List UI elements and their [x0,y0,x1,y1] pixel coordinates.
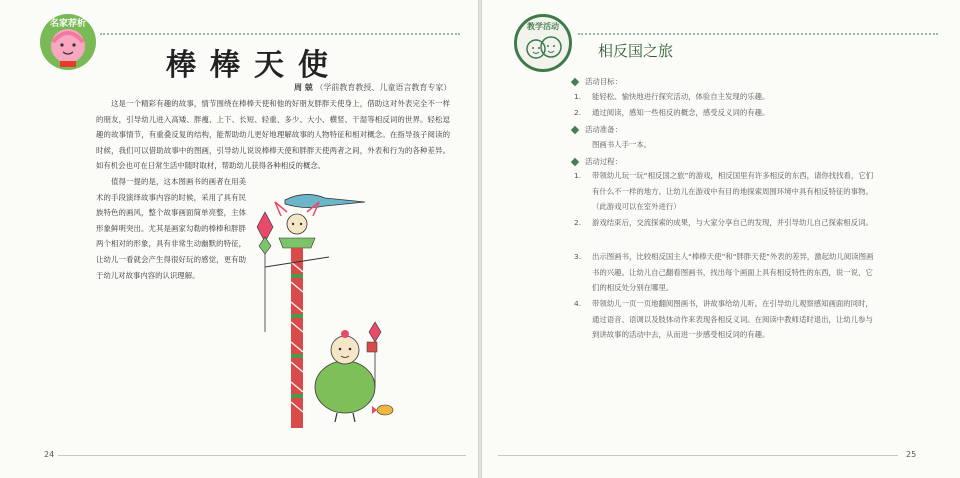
left-bottom-rule [56,455,466,456]
left-badge-text: 名家荐析 [49,19,86,29]
author-role: （学前教育教授、儿童语言教育专家） [315,83,452,92]
prep-text: 图画书人手一本。 [592,140,652,149]
process-heading: 活动过程： [572,156,622,167]
angels-illustration [245,182,445,432]
author-line [294,82,451,93]
diamond-bullet-icon [571,126,579,134]
diamond-bullet-icon [571,78,579,86]
right-badge-text: 教学活动 [527,22,559,31]
diamond-bullet-icon [571,158,579,166]
step-item-4: 4. 带领幼儿一页一页地翻阅图画书，讲故事给幼儿听。在引导幼儿观察感知画面的同时，通过语音、语调以及肢体动作来表现各相反义词。在阅读中教师适时退出，让幼儿参与到讲故事的活动中去，从而进一步感受相反词的有趣。 [574,299,873,340]
step-item-3: 3. 出示图画书，比较相反国主人“棒棒天使”和“胖胖天使”外表的差异，激起幼儿阅读图画书的兴趣。让幼儿自己翻看图画书，找出每个画面上具有相反特性的东西，说一说，它们的相反处分别在哪里。 [574,252,874,293]
step-item-1: 1. 带领幼儿玩一玩“相反国之旅”的游戏，相反国里有许多相反的东西，请你找找看，它们有什么不一样的地方。让幼儿在游戏中有目的地探索周围环境中具有相反特征的事物。（此游戏可以在室外进行） [574,171,874,212]
right-page [482,0,960,478]
intro-paragraph: 这是一个精彩有趣的故事，情节围绕在棒棒天使和他的好朋友胖胖天使身上，借助这对外表完全不一样的朋友，引导幼儿进入高矮、胖瘦、上下、长短、轻重、多少、大小、横竖、干湿等相反词的世界。轻松逗趣的故事情节，有重叠反复的结构，能帮助幼儿更好地理解故事的人物特征和相对概念。在指导孩子阅读的时候，我们可以借助故事中的图画，引导幼儿说说棒棒天使和胖胖天使两者之间，外表和行为的各种差异。如有机会也可在日常生活中随时取材，帮助幼儿获得各种相反的概念。 [96,99,450,171]
page-number-left: 24 [44,450,58,459]
goal-item-1: 1. 能轻松、愉快地进行探究活动，体验自主发现的乐趣。 [574,92,770,101]
goal-item-2: 2. 通过阅读，感知一些相反的概念，感受反义词的有趣。 [574,108,770,117]
left-badge [40,14,96,70]
left-title-rule [100,33,460,35]
right-title-rule [578,33,938,35]
activity-title: 相反国之旅 [598,42,674,60]
step-item-2: 2. 游戏结束后，交流探索的成果，与大家分享自己的发现，并引导幼儿自己探索相反词。 [574,218,873,227]
author-name: 周 兢 [294,83,313,92]
goal-heading: 活动目标： [572,76,622,87]
page-title: 棒棒天使 [166,48,342,83]
left-page [0,0,478,478]
prep-heading: 活动准备： [572,124,622,135]
art-paragraph: 值得一提的是，这本图画书的画者在用美术的手段演绎故事内容的时候，采用了具有民族特色的画风，整个故事画面简单亮整，主体形象鲜明突出。尤其是画家勾勒的棒棒和胖胖两个相对的形象，具有非常生动幽默的特征，让幼儿一看就会产生得很好玩的感觉，更有助于幼儿对故事内容的认识理解。 [96,177,246,280]
right-badge [514,14,572,72]
right-bottom-rule [498,455,898,456]
page-number-right: 25 [902,450,916,459]
